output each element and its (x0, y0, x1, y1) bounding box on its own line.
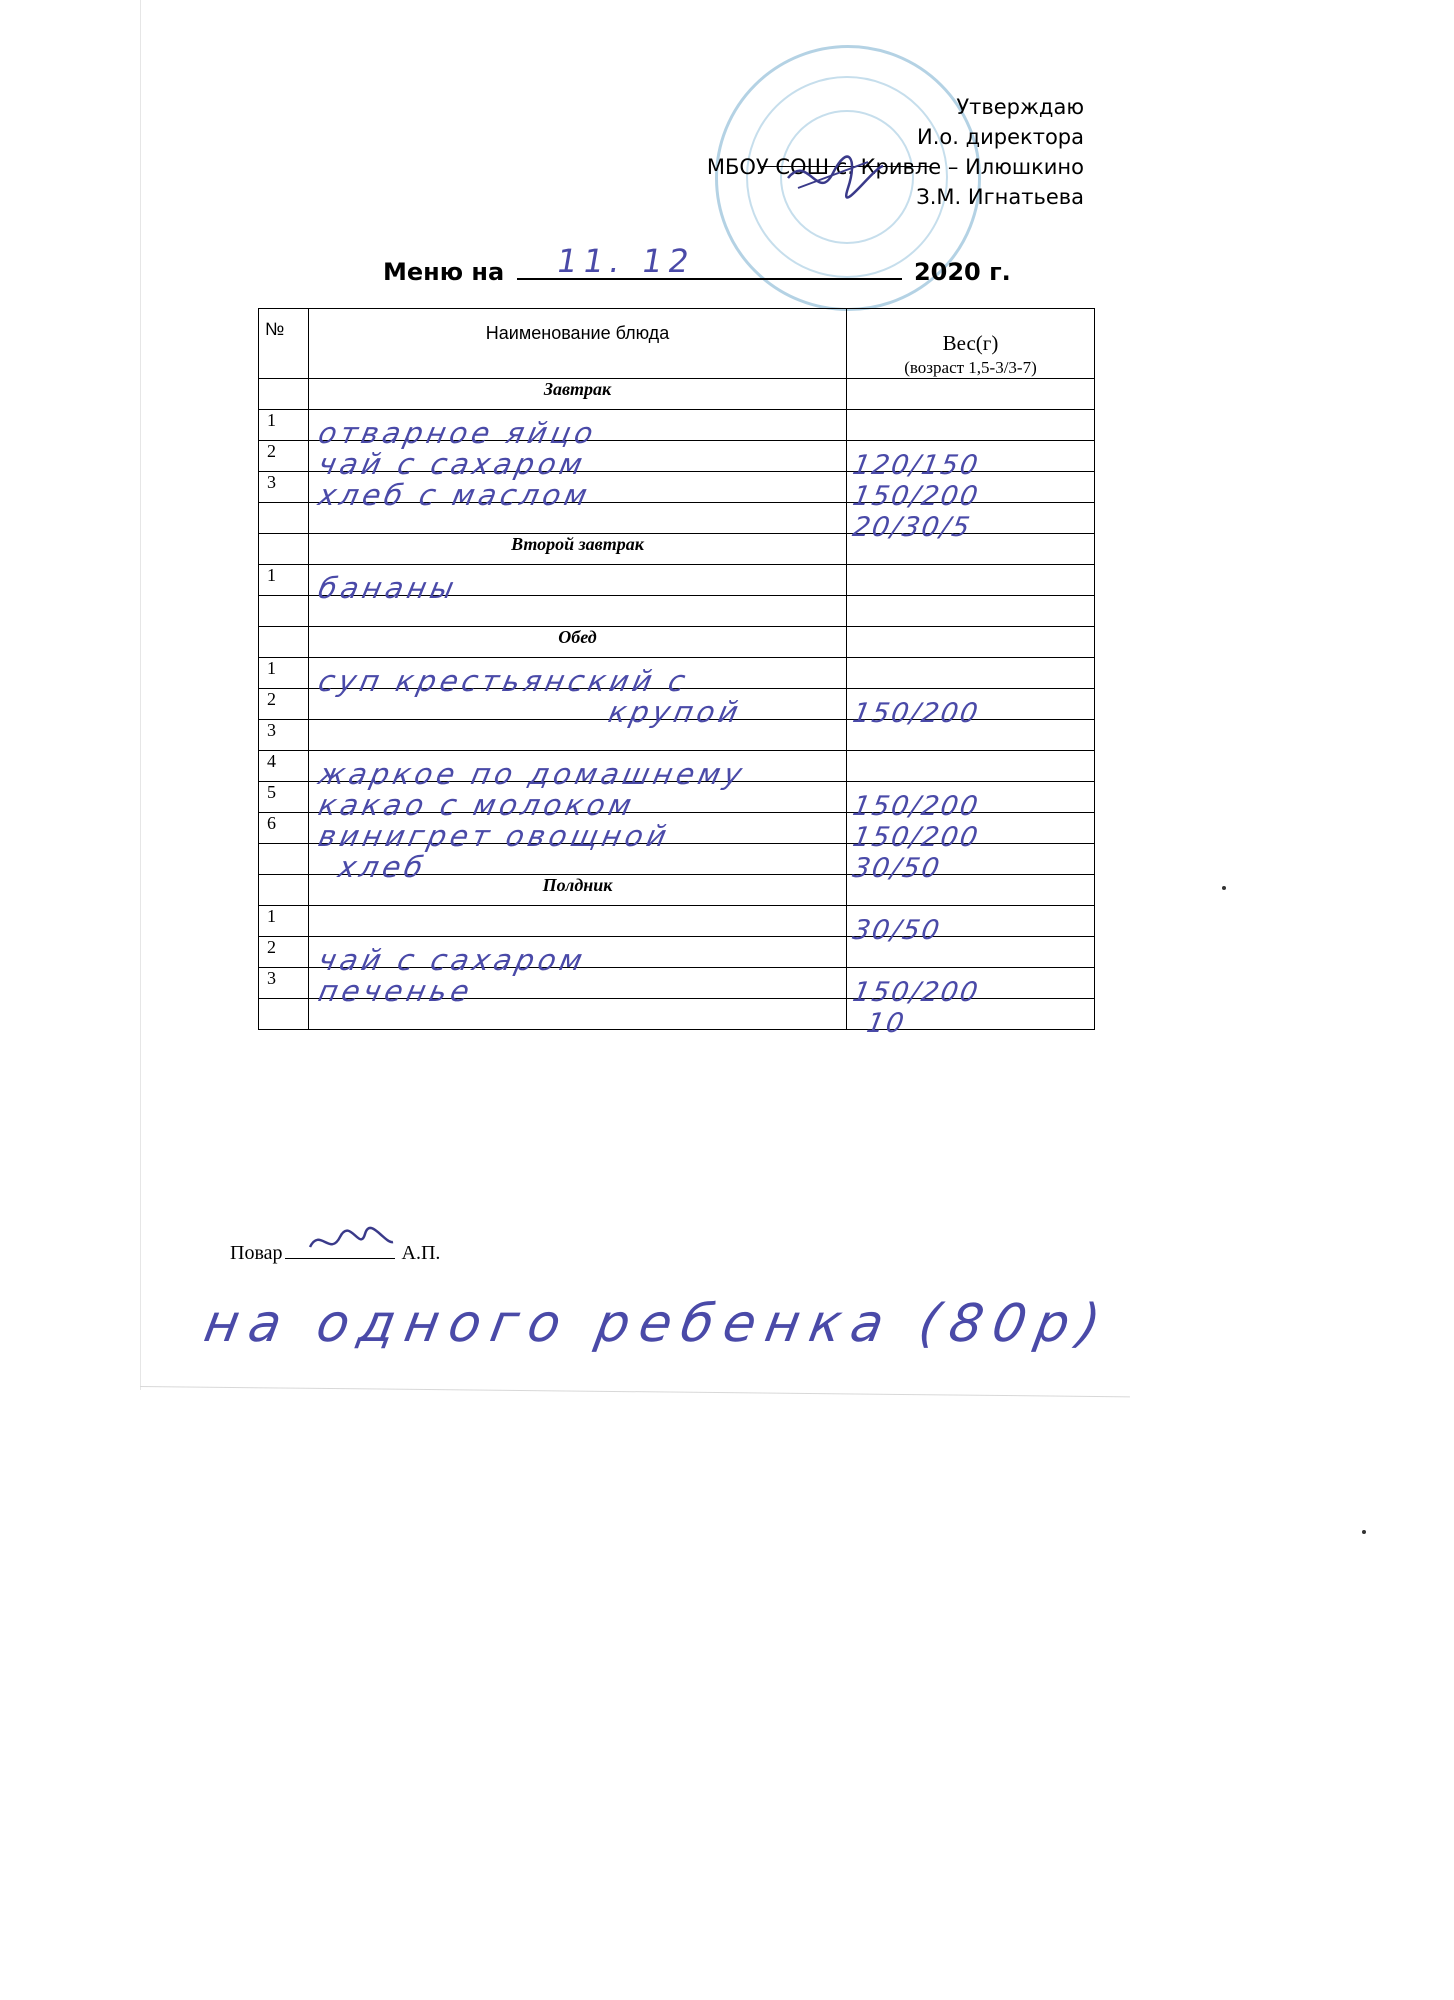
header-name: Наименование блюда (309, 309, 847, 379)
dish-name: хлеб (335, 850, 431, 884)
scan-speck (1222, 886, 1226, 890)
approval-block (707, 92, 1084, 212)
sheet-edge-left (140, 0, 141, 1390)
table-row (259, 906, 1095, 937)
approval-line-2: И.о. директора (917, 125, 1084, 149)
dish-name: суп крестьянский с (315, 664, 693, 698)
table-row (259, 410, 1095, 441)
row-num: 3 (259, 720, 309, 751)
cook-signature-blank (285, 1244, 395, 1259)
row-num: 3 (259, 472, 309, 503)
row-num: 2 (259, 441, 309, 472)
section-row (259, 627, 1095, 658)
dish-weight: 150/200 (850, 822, 982, 853)
row-num (259, 503, 309, 534)
table-row (259, 565, 1095, 596)
dish-weight: 150/200 (850, 698, 982, 729)
cook-name: А.П. (401, 1242, 441, 1264)
row-num: 2 (259, 689, 309, 720)
cook-signature-line (230, 1242, 440, 1265)
row-num: 1 (259, 410, 309, 441)
dish-name: отварное яйцо (315, 416, 601, 450)
section-title-second-breakfast: Второй завтрак (309, 534, 847, 565)
page-title (383, 242, 1011, 286)
menu-table (258, 308, 1095, 1039)
header-weight-sub: (возраст 1,5-3/3-7) (904, 358, 1037, 377)
dish-name: чай с сахаром (315, 447, 590, 481)
approval-line-4: З.М. Игнатьева (916, 185, 1084, 209)
title-suffix: 2020 г. (913, 258, 1011, 286)
cook-label: Повар (230, 1242, 283, 1264)
row-num: 1 (259, 906, 309, 937)
table-row (259, 658, 1095, 689)
title-prefix: Меню на (383, 258, 505, 286)
dish-name: хлеб с маслом (315, 478, 595, 512)
cook-signature (305, 1222, 395, 1262)
handwritten-note: на одного ребенка (80р) (199, 1294, 1115, 1354)
row-num: 3 (259, 968, 309, 999)
dish-weight: 120/150 (850, 450, 982, 481)
date-blank (517, 242, 902, 280)
approval-line-1: Утверждаю (956, 95, 1084, 119)
row-num: 6 (259, 813, 309, 844)
row-num (259, 844, 309, 875)
section-row (259, 379, 1095, 410)
row-num: 2 (259, 937, 309, 968)
dish-name: жаркое по домашнему (315, 757, 749, 791)
row-num: 1 (259, 565, 309, 596)
table-row (259, 937, 1095, 968)
scan-speck (1362, 1530, 1366, 1534)
approval-line-3: МБОУ СОШ с. Кривле – Илюшкино (706, 155, 1084, 179)
dish-name: бананы (315, 571, 461, 605)
dish-weight: 150/200 (850, 481, 982, 512)
dish-name: какао с молоком (315, 788, 639, 822)
header-num: № (259, 309, 309, 379)
dish-weight: 20/30/5 (850, 512, 974, 543)
dish-weight: 10 (864, 1008, 909, 1039)
section-title-snack: Полдник (309, 875, 847, 906)
dish-name: крупой (605, 695, 746, 729)
dish-weight: 150/200 (850, 791, 982, 822)
row-num: 4 (259, 751, 309, 782)
header-weight: Вес(г) (возраст 1,5-3/3-7) (847, 309, 1095, 379)
dish-weight: 150/200 (850, 977, 982, 1008)
section-title-breakfast: Завтрак (309, 379, 847, 410)
row-num: 5 (259, 782, 309, 813)
director-signature (778, 148, 888, 208)
handwritten-date: 11. 12 (553, 242, 698, 280)
dish-weight: 30/50 (850, 915, 944, 946)
dish-name: чай с сахаром (315, 943, 590, 977)
dish-weight: 30/50 (850, 853, 944, 884)
row-num: 1 (259, 658, 309, 689)
section-title-lunch: Обед (309, 627, 847, 658)
dish-name: винигрет овощной (315, 819, 674, 853)
dish-name: печенье (315, 974, 477, 1008)
table-header-row (259, 309, 1095, 379)
table-row (259, 751, 1095, 782)
sheet-edge-bottom (140, 1386, 1130, 1397)
